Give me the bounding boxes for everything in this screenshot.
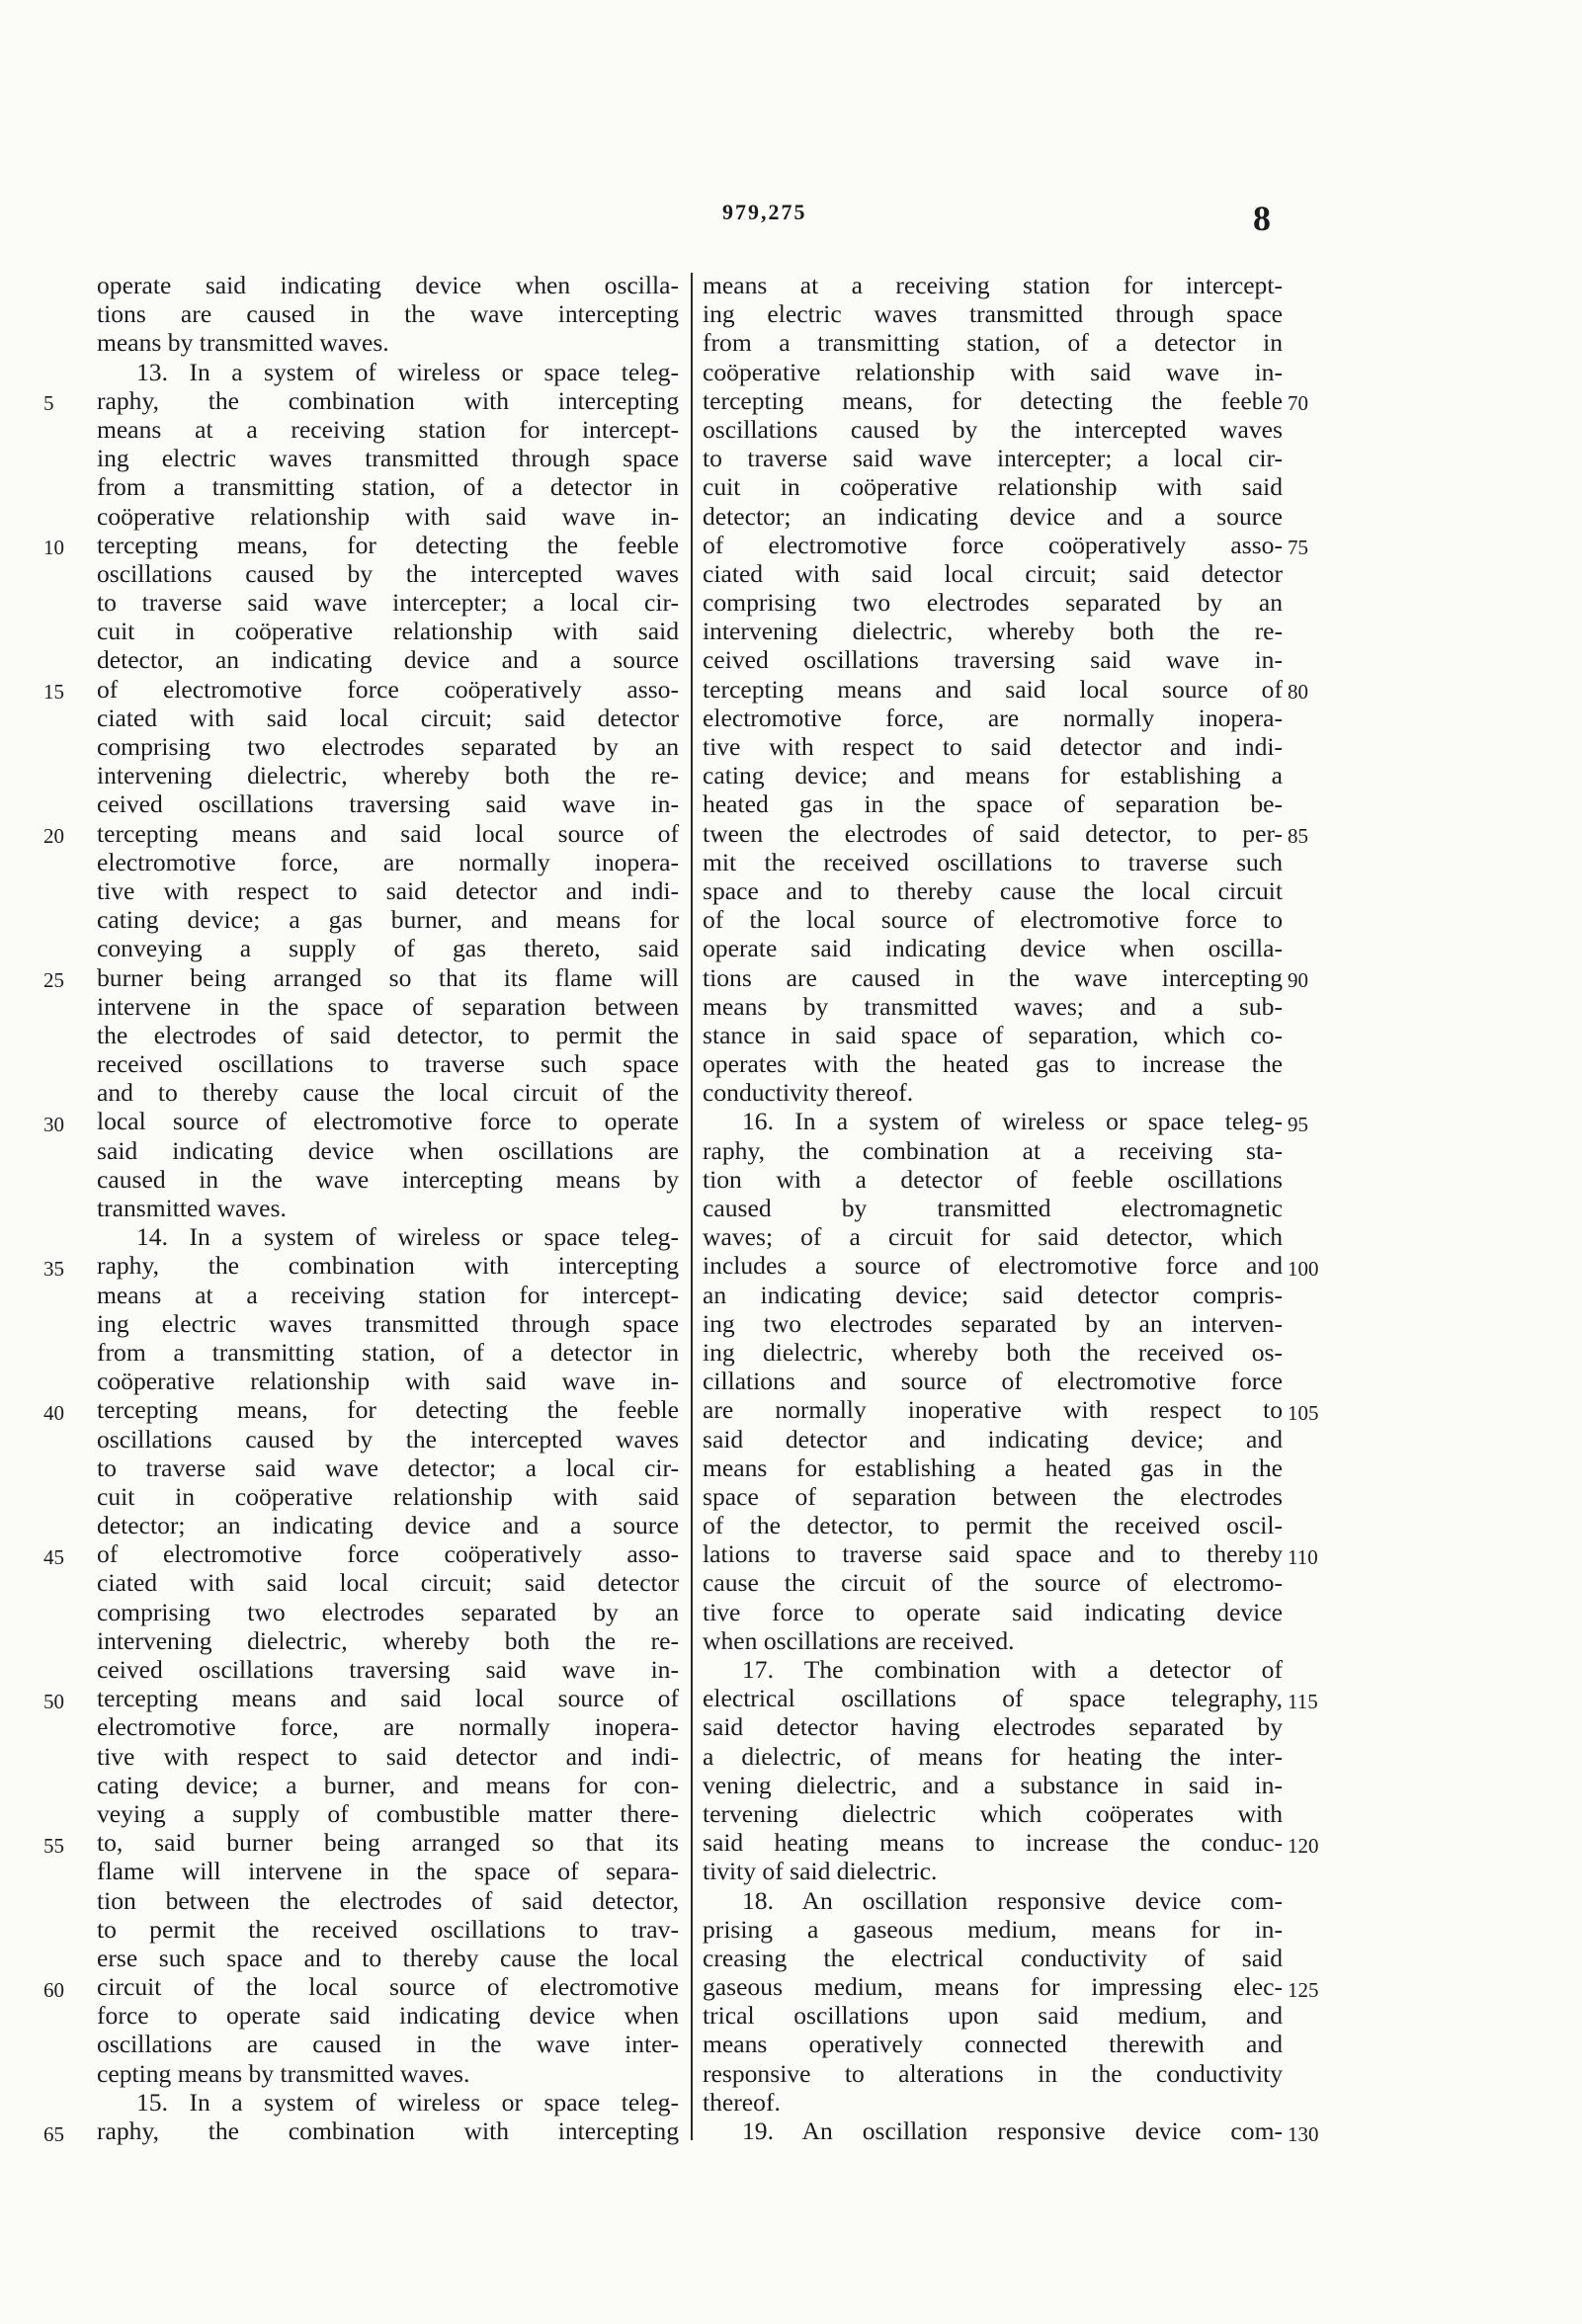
text-line: ceived oscillations traversing said wave in- (97, 789, 679, 819)
text-line: 13. In a system of wireless or space teleg- (136, 357, 679, 386)
text-line: cillations and source of electromotive force (703, 1367, 1283, 1396)
line-number: 85 (1288, 823, 1308, 848)
text-line: when oscillations are received. (703, 1625, 1015, 1655)
text-line: cepting means by transmitted waves. (97, 2058, 470, 2088)
text-line: comprising two electrodes separated by an (703, 588, 1283, 618)
text-line: ceived oscillations traversing said wave in- (97, 1655, 679, 1684)
line-number: 45 (43, 1544, 64, 1569)
text-line: detector, an indicating device and a source (97, 645, 679, 675)
line-number: 5 (43, 390, 54, 415)
text-line: said heating means to increase the conduc- (703, 1828, 1283, 1858)
text-line: ciated with said local circuit; said detector (97, 703, 679, 732)
text-line: coöperative relationship with said wave in- (97, 501, 679, 531)
text-line: erse such space and to thereby cause the local (97, 1943, 679, 1972)
line-number: 15 (43, 679, 64, 704)
line-number: 50 (43, 1689, 64, 1713)
line-number: 55 (43, 1833, 64, 1858)
text-line: said detector having electrodes separated by (703, 1712, 1283, 1742)
right-text-column (703, 271, 1283, 2145)
text-line: thereof. (703, 2087, 781, 2116)
text-line: space of separation between the electrodes (703, 1481, 1283, 1511)
text-line: includes a source of electromotive force and (703, 1251, 1283, 1281)
line-number: 80 (1288, 679, 1308, 704)
column-divider (691, 273, 693, 2140)
line-number: 95 (1288, 1112, 1308, 1136)
text-line: tercepting means, for detecting the feeble (97, 1395, 679, 1425)
text-line: oscillations are caused in the wave inter- (97, 2030, 679, 2059)
text-line: to traverse said wave intercepter; a local cir- (97, 588, 679, 618)
text-line: intervening dielectric, whereby both the re- (97, 761, 679, 790)
line-number: 120 (1288, 1833, 1319, 1858)
text-line: 16. In a system of wireless or space teleg- (742, 1107, 1283, 1136)
text-line: caused in the wave intercepting means by (97, 1164, 679, 1194)
text-line: an indicating device; said detector compris- (703, 1280, 1283, 1309)
text-line: means operatively connected therewith and (703, 2030, 1283, 2059)
text-line: tercepting means and said local source of (703, 674, 1283, 704)
text-line: 19. An oscillation responsive device com- (742, 2116, 1283, 2145)
text-line: ciated with said local circuit; said detector (97, 1568, 679, 1598)
text-line: intervening dielectric, whereby both the re- (97, 1625, 679, 1655)
text-line: means at a receiving station for intercept- (703, 271, 1283, 299)
text-line: of electromotive force coöperatively asso- (703, 530, 1283, 559)
text-line: ing electric waves transmitted through space (703, 299, 1283, 329)
line-number: 35 (43, 1256, 64, 1281)
text-line: electromotive force, are normally inopera- (97, 1712, 679, 1742)
text-line: flame will intervene in the space of separa- (97, 1857, 679, 1886)
text-line: of the detector, to permit the received oscil- (703, 1511, 1283, 1540)
text-line: electromotive force, are normally inopera- (97, 847, 679, 876)
text-line: 17. The combination with a detector of (742, 1655, 1283, 1684)
text-line: electrical oscillations of space telegraphy, (703, 1684, 1283, 1713)
text-line: tercepting means, for detecting the feeble (97, 530, 679, 559)
line-number: 65 (43, 2121, 64, 2146)
text-line: detector; an indicating device and a source (97, 1511, 679, 1540)
text-line: operates with the heated gas to increase the (703, 1049, 1283, 1079)
text-line: the electrodes of said detector, to permit the (97, 1020, 679, 1049)
text-line: 15. In a system of wireless or space teleg- (136, 2087, 679, 2116)
line-number: 110 (1288, 1544, 1318, 1569)
text-line: from a transmitting station, of a detector in (97, 1337, 679, 1367)
text-line: to, said burner being arranged so that its (97, 1828, 679, 1858)
text-line: oscillations caused by the intercepted waves (97, 558, 679, 588)
line-number: 75 (1288, 535, 1308, 559)
text-line: conveying a supply of gas thereto, said (97, 934, 679, 963)
text-line: means by transmitted waves. (97, 328, 389, 358)
text-line: tive with respect to said detector and indi- (97, 1741, 679, 1771)
text-line: ing electric waves transmitted through space (97, 444, 679, 473)
text-line: received oscillations to traverse such space (97, 1049, 679, 1079)
line-number: 20 (43, 823, 64, 848)
text-line: tions are caused in the wave intercepting (703, 962, 1283, 992)
text-line: cuit in coöperative relationship with said (97, 617, 679, 646)
text-line: raphy, the combination with intercepting (97, 385, 679, 415)
text-line: to traverse said wave detector; a local cir- (97, 1452, 679, 1482)
text-line: of electromotive force coöperatively asso- (97, 1539, 679, 1569)
line-number: 90 (1288, 967, 1308, 992)
text-line: raphy, the combination with intercepting (97, 1251, 679, 1281)
text-line: tercepting means, for detecting the feeble (703, 385, 1283, 415)
line-number: 40 (43, 1400, 64, 1425)
text-line: from a transmitting station, of a detector in (703, 328, 1283, 358)
text-line: burner being arranged so that its flame will (97, 962, 679, 992)
text-line: tween the electrodes of said detector, to per- (703, 818, 1283, 848)
text-line: gaseous medium, means for impressing elec- (703, 1972, 1283, 2002)
text-line: tive with respect to said detector and indi- (97, 875, 679, 905)
text-line: creasing the electrical conductivity of said (703, 1943, 1283, 1972)
text-line: tive with respect to said detector and indi- (703, 732, 1283, 761)
text-line: 18. An oscillation responsive device com- (742, 1885, 1283, 1915)
text-line: means at a receiving station for intercept- (97, 414, 679, 444)
text-line: cuit in coöperative relationship with said (703, 472, 1283, 502)
text-line: operate said indicating device when oscilla- (703, 934, 1283, 963)
line-number: 105 (1288, 1400, 1319, 1425)
text-line: means for establishing a heated gas in the (703, 1452, 1283, 1482)
text-line: coöperative relationship with said wave in- (703, 357, 1283, 386)
text-line: tive force to operate said indicating device (703, 1597, 1283, 1626)
text-line: local source of electromotive force to operate (97, 1107, 679, 1136)
text-line: oscillations caused by the intercepted waves (97, 1424, 679, 1453)
text-line: means at a receiving station for intercept- (97, 1280, 679, 1309)
text-line: a dielectric, of means for heating the inter- (703, 1741, 1283, 1771)
text-line: prising a gaseous medium, means for in- (703, 1914, 1283, 1944)
text-line: ing electric waves transmitted through space (97, 1308, 679, 1338)
text-line: waves; of a circuit for said detector, which (703, 1222, 1283, 1252)
text-line: mit the received oscillations to traverse such (703, 847, 1283, 876)
text-line: vening dielectric, and a substance in said in- (703, 1770, 1283, 1799)
page-number: 979,275 (722, 200, 807, 224)
sheet-number: 8 (1253, 199, 1271, 238)
line-number: 10 (43, 535, 64, 559)
text-line: stance in said space of separation, which co- (703, 1020, 1283, 1049)
text-line: ing dielectric, whereby both the received os- (703, 1337, 1283, 1367)
line-number: 100 (1288, 1256, 1319, 1281)
text-line: trical oscillations upon said medium, and (703, 2001, 1283, 2031)
text-line: veying a supply of combustible matter there- (97, 1798, 679, 1828)
text-line: tercepting means and said local source of (97, 818, 679, 848)
text-line: raphy, the combination with intercepting (97, 2116, 679, 2145)
text-line: cating device; a burner, and means for con- (97, 1770, 679, 1799)
text-line: operate said indicating device when oscilla- (97, 271, 679, 299)
text-line: tion with a detector of feeble oscillations (703, 1164, 1283, 1194)
text-line: intervene in the space of separation between (97, 991, 679, 1021)
text-line: coöperative relationship with said wave in- (97, 1367, 679, 1396)
text-line: from a transmitting station, of a detector in (97, 472, 679, 502)
line-number: 60 (43, 1977, 64, 2002)
text-line: to traverse said wave intercepter; a local cir- (703, 444, 1283, 473)
text-line: lations to traverse said space and to thereby (703, 1539, 1283, 1569)
text-line: ing two electrodes separated by an interven- (703, 1308, 1283, 1338)
text-line: tion between the electrodes of said detector, (97, 1885, 679, 1915)
text-line: said indicating device when oscillations are (97, 1135, 679, 1165)
text-line: responsive to alterations in the conductivity (703, 2058, 1283, 2088)
text-line: oscillations caused by the intercepted waves (703, 414, 1283, 444)
text-line: of the local source of electromotive force to (703, 905, 1283, 935)
text-line: detector; an indicating device and a source (703, 501, 1283, 531)
text-line: tivity of said dielectric. (703, 1857, 938, 1886)
text-line: comprising two electrodes separated by an (97, 732, 679, 761)
text-line: means by transmitted waves; and a sub- (703, 991, 1283, 1021)
line-number: 70 (1288, 390, 1308, 415)
text-line: tions are caused in the wave intercepting (97, 299, 679, 329)
text-line: heated gas in the space of separation be- (703, 789, 1283, 819)
text-line: are normally inoperative with respect to (703, 1395, 1283, 1425)
line-number: 125 (1288, 1977, 1319, 2002)
line-number: 115 (1288, 1689, 1318, 1713)
line-number: 25 (43, 967, 64, 992)
text-line: of electromotive force coöperatively asso- (97, 674, 679, 704)
text-line: comprising two electrodes separated by an (97, 1597, 679, 1626)
left-text-column (97, 271, 679, 2145)
text-line: conductivity thereof. (703, 1078, 914, 1108)
line-number: 30 (43, 1112, 64, 1136)
text-line: circuit of the local source of electromotive (97, 1972, 679, 2002)
text-line: raphy, the combination at a receiving sta- (703, 1135, 1283, 1165)
text-line: said detector and indicating device; and (703, 1424, 1283, 1453)
text-line: and to thereby cause the local circuit of the (97, 1078, 679, 1108)
line-number: 130 (1288, 2121, 1319, 2146)
text-line: force to operate said indicating device when (97, 2001, 679, 2031)
text-line: tercepting means and said local source of (97, 1684, 679, 1713)
text-line: cuit in coöperative relationship with said (97, 1481, 679, 1511)
text-line: cating device; and means for establishing a (703, 761, 1283, 790)
text-line: cating device; a gas burner, and means for (97, 905, 679, 935)
text-line: 14. In a system of wireless or space teleg- (136, 1222, 679, 1252)
text-line: ceived oscillations traversing said wave in- (703, 645, 1283, 675)
text-line: caused by transmitted electromagnetic (703, 1194, 1283, 1222)
text-line: to permit the received oscillations to trav- (97, 1914, 679, 1944)
text-line: space and to thereby cause the local circuit (703, 875, 1283, 905)
text-line: cause the circuit of the source of electromo- (703, 1568, 1283, 1598)
text-line: tervening dielectric which coöperates with (703, 1798, 1283, 1828)
text-line: electromotive force, are normally inopera- (703, 703, 1283, 732)
text-line: ciated with said local circuit; said detector (703, 558, 1283, 588)
text-line: intervening dielectric, whereby both the re- (703, 617, 1283, 646)
text-line: transmitted waves. (97, 1194, 287, 1222)
